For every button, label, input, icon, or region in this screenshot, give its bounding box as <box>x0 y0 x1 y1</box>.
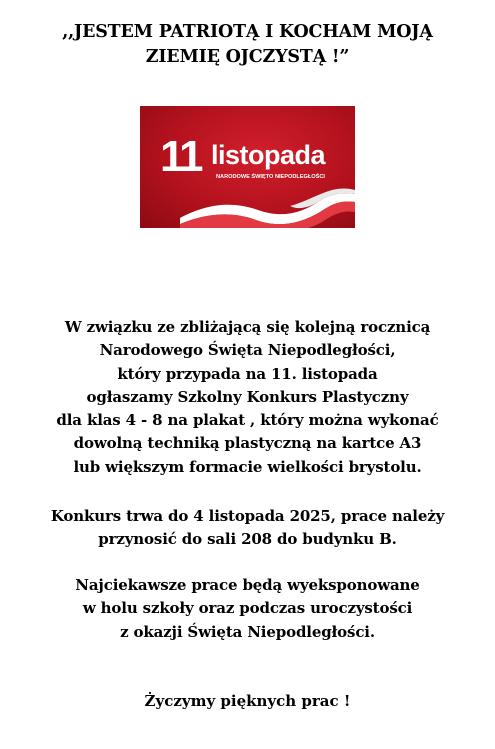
paragraph-line: W związku ze zbliżającą się kolejną rocznicą <box>64 318 431 336</box>
banner-tagline: NARODOWE ŚWIĘTO NIEPODLEGŁOŚCI <box>216 174 325 180</box>
banner-word: listopada <box>211 140 326 170</box>
paragraph-line: z okazji Święta Niepodległości. <box>120 622 375 641</box>
independence-day-banner <box>140 106 355 228</box>
paragraph-deadline <box>0 505 495 552</box>
paragraph-line: dowolną techniką plastyczną na kartce A3 <box>73 434 422 453</box>
banner-graphic <box>140 106 355 228</box>
headline <box>0 20 495 70</box>
paragraph-line: lub większym formacie wielkości brystolu. <box>73 457 422 476</box>
paragraph-line: Narodowego Święta Niepodległości, <box>99 341 396 360</box>
paragraph-line: przynosić do sali 208 do budynku B. <box>98 530 397 549</box>
paragraph-exhibition <box>0 574 495 644</box>
headline-line-1: ,,JESTEM PATRIOTĄ I KOCHAM MOJĄ <box>62 22 433 42</box>
paragraph-line: dla klas 4 - 8 na plakat , który można wykonać <box>56 411 439 430</box>
closing-wish: Życzymy pięknych prac ! <box>144 692 351 710</box>
paragraph-line: Najciekawsze prace będą wyeksponowane <box>75 576 420 594</box>
paragraph-line: ogłaszamy Szkolny Konkurs Plastyczny <box>86 387 409 406</box>
paragraph-line: który przypada na 11. listopada <box>117 364 378 383</box>
banner-number: 11 <box>160 132 201 181</box>
paragraph-contest-description <box>0 316 495 479</box>
headline-line-2: ZIEMIĘ OJCZYSTĄ !” <box>145 47 350 67</box>
paragraph-line: Konkurs trwa do 4 listopada 2025, prace należy <box>50 507 445 525</box>
paragraph-line: w holu szkoły oraz podczas uroczystości <box>82 599 413 618</box>
